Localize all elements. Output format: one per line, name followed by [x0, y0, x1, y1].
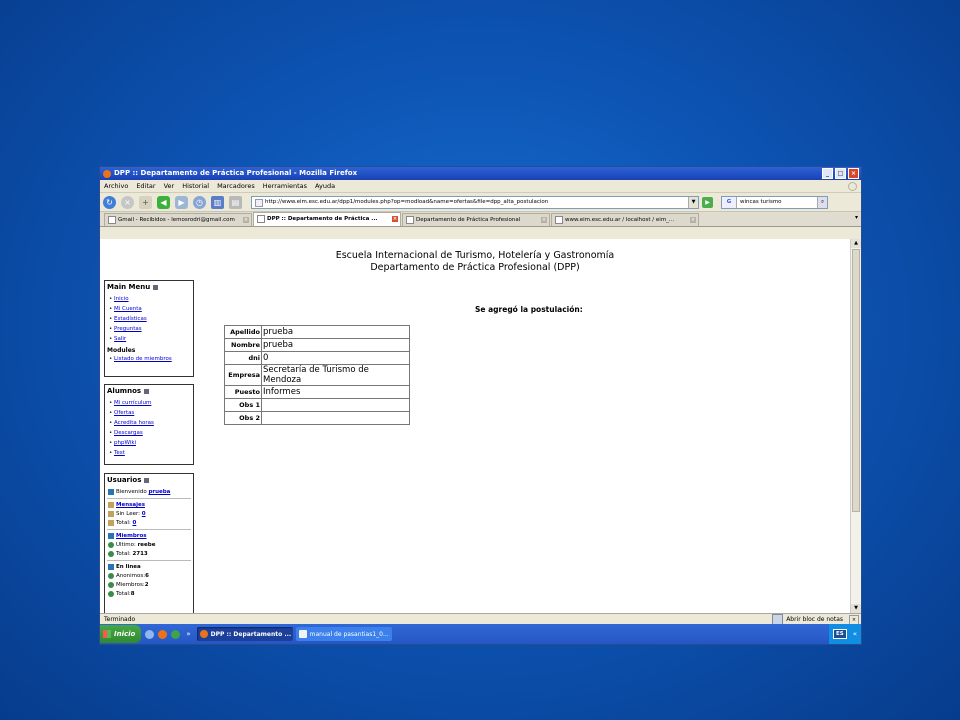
table-row	[225, 386, 410, 399]
tab-bar	[100, 212, 861, 227]
search-input[interactable]: wincas turismo	[740, 198, 782, 205]
user-link[interactable]: prueba	[148, 489, 171, 495]
title-bar[interactable]	[100, 167, 861, 180]
go-button[interactable]: ▶	[702, 197, 713, 208]
quicklaunch-more[interactable]: »	[186, 630, 191, 638]
menu-item-inicio[interactable]: • Inicio	[109, 296, 129, 302]
taskbar-manual[interactable]	[296, 627, 392, 641]
tab-label: Gmail - Recibidos - lemosrodri@gmail.com	[118, 217, 235, 223]
url-bar[interactable]	[251, 196, 699, 209]
success-message: Se agregó la postulación:	[475, 305, 583, 314]
ultimo-row: Ultimo: reebe	[108, 541, 190, 549]
collapse-icon[interactable]	[153, 285, 158, 290]
window-title: DPP :: Departamento de Práctica Profesional - Mozilla Firefox	[114, 169, 358, 177]
user-dot-icon	[108, 551, 114, 557]
tab-close-icon[interactable]: ×	[392, 216, 398, 222]
taskbar-firefox[interactable]	[197, 627, 293, 641]
field-label: Puesto	[225, 386, 262, 399]
print-icon[interactable]: ▤	[229, 196, 242, 209]
page-content	[100, 239, 851, 613]
field-label: Empresa	[225, 365, 262, 386]
firefox-icon	[103, 170, 111, 178]
search-box[interactable]	[721, 196, 828, 209]
tab-label: www.eim.esc.edu.ar / localhost / eim_...	[565, 217, 675, 223]
table-row	[225, 339, 410, 352]
miembros-row	[108, 532, 190, 540]
menu-item-mi-cuenta[interactable]: • Mi Cuenta	[109, 306, 142, 312]
tab-label: Departamento de Práctica Profesional	[416, 217, 521, 223]
page-icon	[406, 216, 414, 224]
system-tray	[829, 624, 861, 644]
table-row	[225, 365, 410, 386]
minimize-button[interactable]: _	[822, 168, 833, 179]
site-icon	[255, 199, 263, 207]
field-value: 0	[262, 352, 410, 365]
sin-leer-link[interactable]: 0	[141, 511, 146, 517]
menu-ver[interactable]: Ver	[163, 182, 175, 190]
field-value: Secretaría de Turismo de Mendoza	[262, 365, 410, 386]
tab-label: DPP :: Departamento de Práctica ...	[267, 216, 378, 222]
alumnos-item-ofertas[interactable]: • Ofertas	[109, 410, 135, 416]
stop-icon[interactable]: ×	[121, 196, 134, 209]
menu-item-salir[interactable]: • Salir	[109, 336, 127, 342]
menu-ayuda[interactable]: Ayuda	[315, 182, 336, 190]
anonimos-row: Anonimos: 6	[108, 572, 190, 580]
alumnos-item-acredita-horas[interactable]: • Acredita horas	[109, 420, 154, 426]
table-row	[225, 399, 410, 412]
user-dot-icon	[108, 542, 114, 548]
department-name: Departamento de Práctica Profesional (DPP)	[370, 262, 580, 273]
scroll-up-icon[interactable]: ▲	[851, 239, 861, 248]
school-name: Escuela Internacional de Turismo, Hotelería y Gastronomía	[335, 250, 615, 261]
menu-item-preguntas[interactable]: • Preguntas	[109, 326, 142, 332]
search-engine-icon[interactable]: G	[722, 197, 737, 208]
menu-historial[interactable]: Historial	[182, 182, 210, 190]
menu-herramientas[interactable]: Herramientas	[262, 182, 308, 190]
collapse-icon[interactable]	[144, 478, 149, 483]
tab-phpmyadmin[interactable]	[551, 213, 699, 226]
modules-title: Modules	[107, 347, 136, 354]
new-tab-icon[interactable]: +	[139, 196, 152, 209]
field-label: Obs 1	[225, 399, 262, 412]
usuarios-block	[104, 473, 194, 613]
close-button[interactable]: ×	[848, 168, 859, 179]
en-linea-row: En linea	[108, 563, 190, 571]
online-icon	[108, 564, 114, 570]
page-icon	[257, 215, 265, 223]
mail-icon	[108, 502, 114, 508]
menu-item-listado-miembros[interactable]: • Listado de miembros	[109, 356, 172, 362]
mensajes-row	[108, 501, 190, 509]
start-button[interactable]	[100, 625, 141, 643]
tray-expand-icon[interactable]: «	[852, 630, 857, 638]
mensajes-link[interactable]: Mensajes	[116, 502, 145, 508]
open-notepad-link[interactable]: Abrir bloc de notas	[786, 616, 843, 623]
alumnos-block	[104, 384, 194, 465]
firefox-quicklaunch-icon[interactable]	[158, 630, 167, 639]
user-dot-icon	[108, 573, 114, 579]
tab-close-icon[interactable]: ×	[690, 217, 696, 223]
user-dot-icon	[108, 582, 114, 588]
miembros-online-row: Miembros: 2	[108, 581, 190, 589]
tab-list-icon[interactable]: ▾	[854, 214, 858, 221]
page-heading	[330, 250, 620, 274]
field-label: Apellido	[225, 326, 262, 339]
document-icon	[299, 630, 307, 638]
user-dot-icon	[108, 591, 114, 597]
alumnos-item-curriculum[interactable]: • Mi currículum	[109, 400, 152, 406]
field-value: Informes	[262, 386, 410, 399]
users-icon	[108, 489, 114, 495]
navigation-toolbar	[100, 193, 861, 212]
tab-close-icon[interactable]: ×	[243, 217, 249, 223]
gmail-icon	[108, 216, 116, 224]
field-value: prueba	[262, 339, 410, 352]
field-value: prueba	[262, 326, 410, 339]
usuarios-title: Usuarios	[107, 476, 191, 484]
messenger-icon[interactable]	[171, 630, 180, 639]
main-menu-block	[104, 280, 194, 377]
field-label: Obs 2	[225, 412, 262, 425]
field-label: dni	[225, 352, 262, 365]
windows-taskbar	[100, 624, 861, 644]
postulacion-table	[224, 325, 410, 425]
sin-leer-row: Sin Leer: 0	[108, 510, 190, 518]
tab-dpp[interactable]	[253, 212, 401, 226]
tab-close-icon[interactable]: ×	[541, 217, 547, 223]
collapse-icon[interactable]	[144, 389, 149, 394]
scroll-thumb[interactable]	[852, 249, 860, 512]
miembros-link[interactable]: Miembros	[116, 533, 147, 539]
notepad-close-icon[interactable]: ×	[849, 615, 859, 625]
menu-marcadores[interactable]: Marcadores	[217, 182, 255, 190]
unread-icon	[108, 511, 114, 517]
back-icon[interactable]: ◀	[157, 196, 170, 209]
total-msg-row: Total: 0	[108, 519, 190, 527]
field-value	[262, 412, 410, 425]
alumnos-item-phpwiki[interactable]: • phpWiki	[109, 440, 137, 446]
total-msg-link[interactable]: 0	[132, 520, 137, 526]
task-label: DPP :: Departamento ...	[210, 630, 292, 638]
bookmarks-icon[interactable]: ▥	[211, 196, 224, 209]
welcome-row: Bienvenido prueba	[108, 488, 190, 496]
alumnos-item-descargas[interactable]: • Descargas	[109, 430, 143, 436]
tab-departamento[interactable]	[402, 213, 550, 226]
total-members-row: Total: 2713	[108, 550, 190, 558]
table-row	[225, 352, 410, 365]
status-text: Terminado	[104, 616, 136, 623]
throbber-icon	[848, 182, 857, 191]
main-menu-title: Main Menu	[107, 283, 191, 291]
menu-archivo[interactable]: Archivo	[104, 182, 129, 190]
menu-bar	[100, 180, 861, 193]
windows-flag-icon	[103, 630, 111, 638]
alumnos-item-test[interactable]: • Test	[109, 450, 125, 456]
table-row	[225, 412, 410, 425]
url-dropdown-icon[interactable]: ▼	[688, 197, 698, 208]
firefox-icon	[200, 630, 208, 638]
tab-gmail[interactable]	[104, 213, 252, 226]
table-row	[225, 326, 410, 339]
alumnos-title: Alumnos	[107, 387, 191, 395]
history-icon[interactable]: ◷	[193, 196, 206, 209]
field-value	[262, 399, 410, 412]
total-icon	[108, 520, 114, 526]
phpmyadmin-icon	[555, 216, 563, 224]
vertical-scrollbar[interactable]	[850, 239, 861, 613]
menu-item-estadisticas[interactable]: • Estadísticas	[109, 316, 147, 322]
forward-icon[interactable]: ▶	[175, 196, 188, 209]
total-online-row: Total: 8	[108, 590, 190, 598]
desktop-icon[interactable]	[145, 630, 154, 639]
members-icon	[108, 533, 114, 539]
field-label: Nombre	[225, 339, 262, 352]
scroll-down-icon[interactable]: ▼	[851, 604, 861, 613]
maximize-button[interactable]: □	[835, 168, 846, 179]
task-label: manual de pasantias1_0...	[309, 630, 389, 638]
firefox-window	[100, 167, 861, 644]
reload-icon[interactable]: ↻	[103, 196, 116, 209]
url-text: http://www.eim.esc.edu.ar/dpp1/modules.php?op=modload&name=ofertas&file=dpp_alta_postulacion	[265, 198, 549, 205]
search-icon[interactable]: ⌕	[817, 197, 827, 208]
menu-editar[interactable]: Editar	[136, 182, 156, 190]
start-label: Inicio	[114, 630, 136, 638]
language-indicator[interactable]: ES	[833, 629, 847, 639]
